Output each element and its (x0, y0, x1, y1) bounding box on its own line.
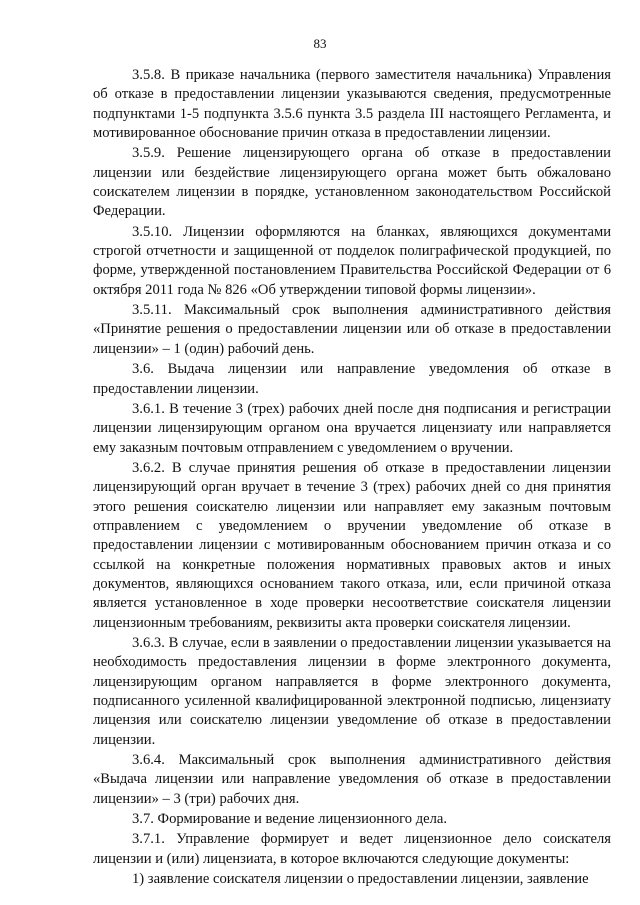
paragraph-3-6-2: 3.6.2. В случае принятия решения об отказе в предоставлении лицензии лицензирующий орган вручает в течение 3 (трех) рабочих дней со дня принятия этого решения соискателю лицензии или направляет ему заказным почтовым отправлением с уведомлением о вручении уведомление об отказе в предоставлении лицензии с мотивированным обоснованием причин отказа и со ссылкой на конкретные положения нормативных правовых актов и иных документов, являющихся основанием такого отказа, или, если причиной отказа является установленное в ходе проверки несоответствие соискателя лицензии лицензионным требованиям, реквизиты акта проверки соискателя лицензии. (93, 459, 611, 631)
page-number: 83 (313, 36, 327, 51)
document-body (93, 66, 611, 889)
paragraph-3-6: 3.6. Выдача лицензии или направление уведомления об отказе в предоставлении лицензии. (93, 361, 611, 397)
list-item-1: 1) заявление соискателя лицензии о предоставлении лицензии, заявление (132, 871, 589, 888)
paragraph-3-7-1: 3.7.1. Управление формирует и ведет лицензионное дело соискателя лицензии и (или) лицензиата, в которое включаются следующие документы: (93, 831, 611, 867)
paragraph-3-6-3: 3.6.3. В случае, если в заявлении о предоставлении лицензии указывается на необходимость предоставления лицензии в форме электронного документа, лицензирующим органом направляется в форме электронного документа, подписанного усиленной квалифицированной электронной подписью, лицензиату лицензия или соискателю лицензии уведомление об отказе в предоставлении лицензии. (93, 634, 611, 748)
paragraph-3-5-8: 3.5.8. В приказе начальника (первого заместителя начальника) Управления об отказе в предоставлении лицензии указываются сведения, предусмотренные подпунктами 1-5 подпункта 3.5.6 пункта 3.5 раздела III настоящего Регламента, и мотивированное обоснование причин отказа в предоставлении лицензии. (93, 67, 611, 142)
paragraph-3-5-9: 3.5.9. Решение лицензирующего органа об отказе в предоставлении лицензии или бездействие лицензирующего органа может быть обжаловано соискателем лицензии в порядке, установленном законодательством Российской Федерации. (93, 145, 611, 220)
paragraph-3-5-10: 3.5.10. Лицензии оформляются на бланках, являющихся документами строгой отчетности и защищенной от подделок полиграфической продукцией, по форме, утвержденной постановлением Правительства Российской Федерации от 6 октября 2011 года № 826 «Об утверждении типовой формы лицензии». (93, 223, 611, 298)
paragraph-3-6-4: 3.6.4. Максимальный срок выполнения административного действия «Выдача лицензии или направление уведомления об отказе в предоставлении лицензии» – 3 (три) рабочих дня. (93, 752, 611, 807)
paragraph-3-7: 3.7. Формирование и ведение лицензионного дела. (132, 811, 448, 828)
paragraph-3-5-11: 3.5.11. Максимальный срок выполнения административного действия «Принятие решения о предоставлении лицензии или об отказе в предоставлении лицензии» – 1 (один) рабочий день. (93, 302, 611, 357)
paragraph-3-6-1: 3.6.1. В течение 3 (трех) рабочих дней после дня подписания и регистрации лицензии лицензирующим органом она вручается лицензиату или направляется ему заказным почтовым отправлением с уведомлением о вручении. (93, 400, 611, 456)
